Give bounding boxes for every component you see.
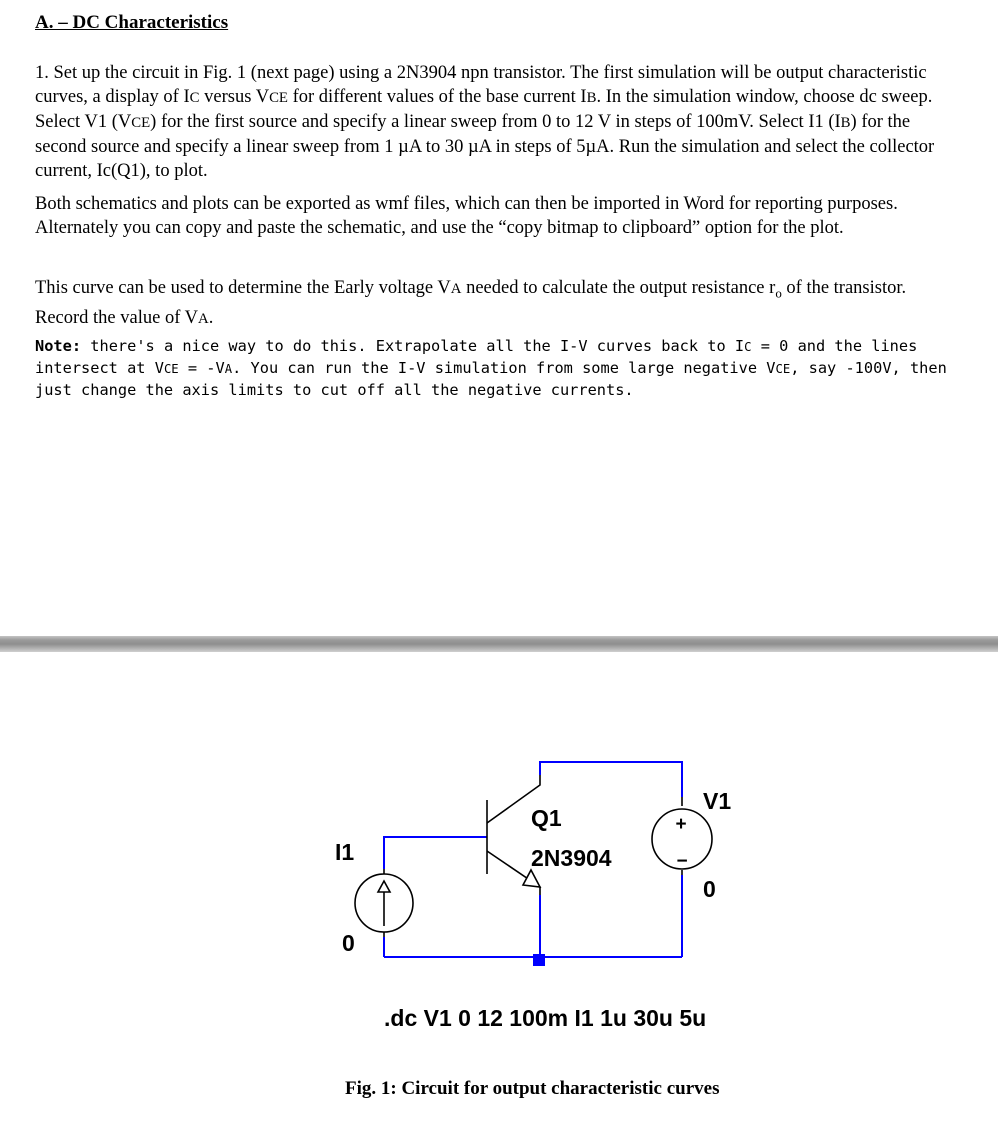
v1-plus-sign: + [675, 814, 687, 835]
base-wire [384, 837, 487, 869]
i1-current-source [355, 869, 413, 937]
instruction-paragraph: 1. Set up the circuit in Fig. 1 (next page) using a 2N3904 npn transistor. The first simulation will be output characteristic curves, a display of IC versus VCE for different values of the base current IB. In the simulation window, choose dc sweep. Select V1 (VCE) for the first source and specify a linear sweep from 0 to 12 V in steps of 100mV. Select I1 (IB) for the second source and specify a linear sweep from 1 µA to 30 µA in steps of 5µA. Run the simulation and select the collector current, Ic(Q1), to plot. [35, 63, 935, 181]
circuit-schematic [0, 652, 998, 1092]
section-heading: A. – DC Characteristics [35, 12, 229, 33]
ground-node-marker [533, 954, 545, 966]
v1-label: V1 [703, 788, 732, 814]
figure-caption: Fig. 1: Circuit for output characteristic curves [345, 1078, 720, 1099]
note-block: Note: there's a nice way to do this. Extrapolate all the I-V curves back to IC = 0 and the lines intersect at VCE = -VA. You can run the I-V simulation from some large negative VCE, say -100V, then just change the axis limits to cut off all the negative currents. [35, 337, 947, 399]
q1-transistor [487, 775, 540, 895]
v1-minus-sign: − [676, 851, 688, 872]
q1-label: Q1 [531, 805, 562, 831]
q1-model-label: 2N3904 [531, 845, 612, 871]
i1-label: I1 [335, 839, 355, 865]
export-paragraph: Both schematics and plots can be exported as wmf files, which can then be imported in Word for reporting purposes. Alternately you can copy and paste the schematic, and use the “copy bitmap to clipboard” option for the plot. [35, 194, 898, 238]
collector-wire [540, 762, 682, 797]
dc-sweep-directive: .dc V1 0 12 100m I1 1u 30u 5u [384, 1005, 707, 1031]
early-voltage-paragraph: This curve can be used to determine the Early voltage VA needed to calculate the output resistance $r_o$ of the transistor. Record the value of VA. [35, 278, 907, 328]
page-break-divider [0, 636, 998, 652]
v1-value-label: 0 [703, 876, 716, 902]
i1-value-label: 0 [342, 930, 355, 956]
